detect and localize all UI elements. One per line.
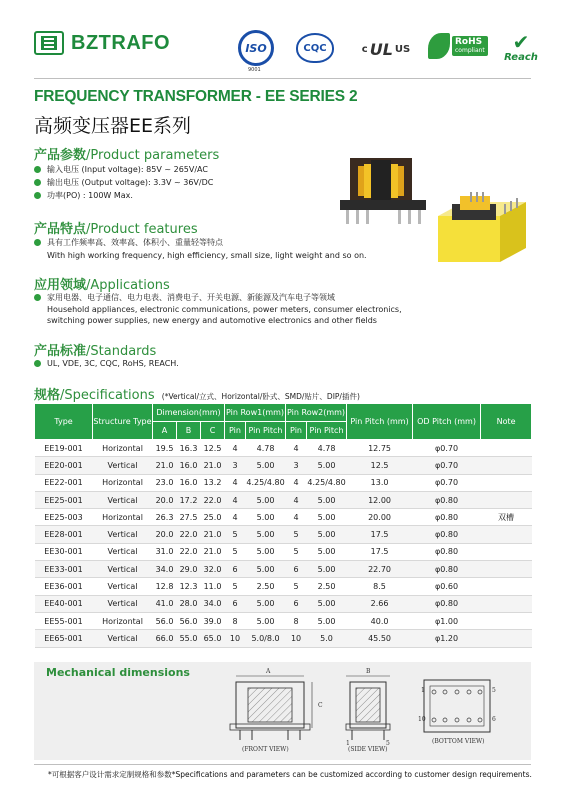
section-en: /Product parameters [86, 148, 220, 163]
specs-note: (*Vertical/立式、Horizontal/卧式、SMD/贴片、DIP/插件) [161, 392, 360, 401]
col-header-b: B [177, 422, 201, 440]
front-view-drawing [226, 670, 322, 750]
table-cell: Horizontal [93, 474, 153, 491]
table-cell [481, 474, 532, 491]
table-cell: 6 [286, 561, 307, 578]
applications-list [34, 292, 402, 327]
table-cell: 5 [286, 543, 307, 560]
table-cell: EE65-001 [35, 630, 93, 647]
table-cell: EE36-001 [35, 578, 93, 595]
table-cell: 56.0 [153, 612, 177, 629]
table-cell: 21.0 [153, 457, 177, 474]
table-cell [481, 491, 532, 508]
table-cell: 5.00 [307, 491, 347, 508]
list-item [34, 292, 402, 304]
list-item [34, 163, 213, 176]
table-cell: 22.70 [347, 561, 413, 578]
table-cell: 5.00 [246, 612, 286, 629]
table-row [35, 630, 532, 647]
col-header-row2-pin: Pin [286, 422, 307, 440]
features-cn: 具有工作频率高、效率高、体积小、重量轻等特点 [47, 238, 223, 247]
section-heading-features [34, 218, 198, 237]
table-cell: Horizontal [93, 612, 153, 629]
section-en: /Specifications [60, 388, 155, 403]
specifications-table [34, 403, 531, 648]
table-cell: 12.00 [347, 491, 413, 508]
brand-logo [34, 31, 170, 55]
table-cell: 34.0 [201, 595, 225, 612]
table-cell: 12.3 [177, 578, 201, 595]
checkmark-icon: ✔ [512, 29, 530, 54]
table-cell: 5 [286, 526, 307, 543]
table-cell: 31.0 [153, 543, 177, 560]
table-cell: 5.00 [246, 543, 286, 560]
table-cell: EE55-001 [35, 612, 93, 629]
param-output-voltage: 输出电压 (Output voltage): 3.3V ~ 36V/DC [47, 178, 214, 187]
table-row [35, 543, 532, 560]
table-cell: 4 [286, 440, 307, 457]
table-cell: φ0.80 [413, 526, 481, 543]
table-cell: 22.0 [177, 526, 201, 543]
dimension-b-label: B [366, 668, 371, 675]
table-cell: 5.00 [307, 543, 347, 560]
param-power: 功率(PO) : 100W Max. [47, 191, 133, 200]
coil-logo-icon [34, 31, 64, 55]
features-list [34, 236, 367, 262]
leaf-icon [428, 33, 450, 59]
bullet-icon [34, 294, 41, 301]
table-cell: EE19-001 [35, 440, 93, 457]
cqc-label: CQC [303, 42, 327, 54]
table-cell: 22.0 [177, 543, 201, 560]
table-cell: 5.00 [246, 457, 286, 474]
iso-certification-icon [238, 30, 274, 66]
section-cn: 规格 [34, 388, 61, 403]
table-cell: 21.0 [201, 526, 225, 543]
footer-divider [34, 764, 531, 765]
table-cell: 40.0 [347, 612, 413, 629]
table-cell: Horizontal [93, 509, 153, 526]
page-title-cn: 高频变压器EE系列 [34, 115, 192, 137]
table-cell: 20.00 [347, 509, 413, 526]
table-cell: 32.0 [201, 561, 225, 578]
table-cell: 21.0 [201, 543, 225, 560]
standards-text: UL, VDE, 3C, CQC, RoHS, REACH. [47, 359, 179, 368]
table-cell: 17.5 [347, 543, 413, 560]
ul-c-label: c [361, 43, 368, 55]
table-cell: 23.0 [153, 474, 177, 491]
table-cell: EE20-001 [35, 457, 93, 474]
table-cell: 4.78 [246, 440, 286, 457]
table-cell: 5.0/8.0 [246, 630, 286, 647]
dimension-a-label: A [266, 668, 271, 675]
table-cell: 10 [225, 630, 246, 647]
list-item [34, 357, 179, 370]
table-cell: φ0.80 [413, 561, 481, 578]
table-cell: EE30-001 [35, 543, 93, 560]
table-cell: 5 [225, 578, 246, 595]
table-cell: Vertical [93, 561, 153, 578]
transformer-photo-vertical [336, 152, 432, 228]
table-cell: 5.00 [307, 509, 347, 526]
table-cell: 28.0 [177, 595, 201, 612]
section-cn: 产品特点 [34, 222, 87, 237]
bottom-view-drawing [418, 674, 496, 738]
table-cell: φ0.70 [413, 457, 481, 474]
table-cell: 5.00 [246, 509, 286, 526]
table-cell: 4 [286, 491, 307, 508]
table-cell: 4 [286, 509, 307, 526]
table-cell: 39.0 [201, 612, 225, 629]
table-row [35, 509, 532, 526]
table-cell [481, 543, 532, 560]
table-cell: 5 [225, 526, 246, 543]
section-cn: 产品标准 [34, 344, 87, 359]
col-header-type: Type [35, 404, 93, 440]
table-cell: 29.0 [177, 561, 201, 578]
col-header-pin-row2: Pin Row2(mm) [286, 404, 347, 422]
section-cn: 应用领域 [34, 278, 87, 293]
col-header-c: C [201, 422, 225, 440]
reach-certification-icon [500, 30, 542, 64]
table-cell: φ0.80 [413, 595, 481, 612]
table-row [35, 578, 532, 595]
table-cell: 4 [225, 491, 246, 508]
table-cell: 16.0 [177, 457, 201, 474]
table-cell: 5.00 [307, 561, 347, 578]
header-divider [34, 78, 531, 79]
table-cell: 5 [225, 543, 246, 560]
table-cell: EE33-001 [35, 561, 93, 578]
col-header-structure: Structure Type [93, 404, 153, 440]
table-cell: 41.0 [153, 595, 177, 612]
table-cell: Vertical [93, 457, 153, 474]
ul-certification-icon [358, 38, 414, 60]
table-cell: 12.5 [347, 457, 413, 474]
table-cell: 17.2 [177, 491, 201, 508]
col-header-row2-pitch: Pin Pitch [307, 422, 347, 440]
table-cell: 4 [225, 509, 246, 526]
table-cell: 5.00 [246, 561, 286, 578]
table-cell: 2.66 [347, 595, 413, 612]
table-cell: 12.75 [347, 440, 413, 457]
bottom-pin10-label: 10 [418, 716, 426, 723]
table-cell: 8 [286, 612, 307, 629]
table-cell: 5.00 [246, 595, 286, 612]
table-cell [481, 612, 532, 629]
col-header-dimension: Dimension(mm) [153, 404, 225, 422]
front-view-caption: (FRONT VIEW) [242, 746, 289, 753]
customization-footnote: *可根据客户设计需求定制规格和参数*Specifications and parameters can be customized according to customer design requirements. [48, 770, 532, 779]
table-cell: 22.0 [201, 491, 225, 508]
table-cell: Vertical [93, 491, 153, 508]
dimension-c-label: C [318, 702, 323, 709]
table-cell: 13.2 [201, 474, 225, 491]
table-cell: 5.00 [307, 526, 347, 543]
side-view-caption: (SIDE VIEW) [348, 746, 388, 753]
transformer-photo-horizontal [430, 190, 534, 272]
table-row [35, 526, 532, 543]
table-cell [481, 578, 532, 595]
table-cell: EE28-001 [35, 526, 93, 543]
table-cell: φ0.70 [413, 474, 481, 491]
table-cell: 45.50 [347, 630, 413, 647]
bullet-icon [34, 239, 41, 246]
table-cell: EE22-001 [35, 474, 93, 491]
table-cell: Horizontal [93, 440, 153, 457]
table-cell: φ1.00 [413, 612, 481, 629]
table-cell: 5.00 [246, 491, 286, 508]
table-cell: Vertical [93, 543, 153, 560]
section-en: /Standards [86, 344, 157, 359]
reach-label: Reach [504, 51, 538, 63]
table-cell: 5.00 [246, 526, 286, 543]
list-item [34, 189, 213, 202]
bullet-icon [34, 166, 41, 173]
table-cell: φ0.80 [413, 509, 481, 526]
table-cell: 4 [225, 440, 246, 457]
table-row [35, 491, 532, 508]
table-cell: 12.8 [153, 578, 177, 595]
table-cell: 6 [225, 561, 246, 578]
table-cell: 25.0 [201, 509, 225, 526]
table-cell: 19.5 [153, 440, 177, 457]
table-cell: 3 [286, 457, 307, 474]
table-cell: 12.5 [201, 440, 225, 457]
table-cell: 65.0 [201, 630, 225, 647]
bottom-pin5-label: 5 [492, 687, 496, 694]
applications-cn: 家用电器、电子通信、电力电表、消费电子、开关电源、新能源及汽车电子等领域 [47, 293, 335, 302]
features-en: With high working frequency, high efficiency, small size, light weight and so on. [47, 251, 367, 260]
table-row [35, 561, 532, 578]
section-cn: 产品参数 [34, 148, 87, 163]
table-cell: 56.0 [177, 612, 201, 629]
section-heading-specifications [34, 384, 360, 403]
params-list [34, 163, 213, 202]
table-row [35, 474, 532, 491]
iso-label: ISO [245, 41, 267, 55]
table-cell: 4 [225, 474, 246, 491]
table-cell: 5.00 [307, 595, 347, 612]
table-cell: Vertical [93, 595, 153, 612]
table-cell [481, 440, 532, 457]
side-view-drawing [340, 670, 396, 750]
table-row [35, 612, 532, 629]
table-cell [481, 561, 532, 578]
table-cell: φ0.70 [413, 440, 481, 457]
table-cell: 16.0 [177, 474, 201, 491]
cqc-certification-icon [296, 33, 334, 63]
table-cell: 5.0 [307, 630, 347, 647]
table-cell [481, 457, 532, 474]
table-cell: 55.0 [177, 630, 201, 647]
table-cell: 20.0 [153, 491, 177, 508]
table-cell: 6 [225, 595, 246, 612]
rohs-certification-icon [428, 33, 488, 59]
table-cell: Vertical [93, 526, 153, 543]
bullet-icon [34, 192, 41, 199]
section-en: /Product features [86, 222, 198, 237]
ul-mark-label: UL [369, 39, 393, 59]
table-cell: EE25-003 [35, 509, 93, 526]
table-cell: 10 [286, 630, 307, 647]
col-header-pin-row1: Pin Row1(mm) [225, 404, 286, 422]
table-cell: 21.0 [201, 457, 225, 474]
mechanical-dimensions-panel [34, 662, 531, 760]
table-cell: 4 [286, 474, 307, 491]
table-cell: EE25-001 [35, 491, 93, 508]
table-row [35, 595, 532, 612]
col-header-od-pitch: OD Pitch (mm) [413, 404, 481, 440]
table-cell: 34.0 [153, 561, 177, 578]
section-heading-params [34, 144, 219, 163]
applications-en-1: Household appliances, electronic communications, power meters, consumer electronics, [47, 304, 402, 314]
iso-sub-label: 9001 [248, 67, 261, 73]
table-cell: 5.00 [307, 612, 347, 629]
table-cell: 8.5 [347, 578, 413, 595]
ul-us-label: US [394, 43, 411, 55]
table-cell: 66.0 [153, 630, 177, 647]
bullet-icon [34, 360, 41, 367]
table-cell: EE40-001 [35, 595, 93, 612]
table-cell: 3 [225, 457, 246, 474]
table-cell: φ0.80 [413, 491, 481, 508]
rohs-sub-label: compliant [455, 46, 485, 54]
table-row [35, 457, 532, 474]
applications-en-2: switching power supplies, new energy and automotive electronics and other fields [47, 316, 377, 325]
section-heading-applications [34, 274, 170, 293]
table-cell [481, 630, 532, 647]
table-cell: 4.25/4.80 [246, 474, 286, 491]
col-header-note: Note [481, 404, 532, 440]
table-cell: φ0.80 [413, 543, 481, 560]
table-cell: Vertical [93, 578, 153, 595]
bottom-view-caption: (BOTTOM VIEW) [432, 738, 485, 745]
table-cell: 8 [225, 612, 246, 629]
param-input-voltage: 输入电压 (Input voltage): 85V ~ 265V/AC [47, 165, 208, 174]
table-cell: 16.3 [177, 440, 201, 457]
table-cell: 双槽 [481, 509, 532, 526]
bullet-icon [34, 179, 41, 186]
table-cell: 11.0 [201, 578, 225, 595]
col-header-a: A [153, 422, 177, 440]
table-cell: 5 [286, 578, 307, 595]
page-title-en: FREQUENCY TRANSFORMER - EE SERIES 2 [34, 88, 358, 105]
table-cell: 5.00 [307, 457, 347, 474]
table-cell: 17.5 [347, 526, 413, 543]
table-cell: 2.50 [307, 578, 347, 595]
table-cell: 20.0 [153, 526, 177, 543]
standards-list [34, 357, 179, 370]
bottom-pin1-label: 1 [421, 687, 425, 694]
table-cell: Vertical [93, 630, 153, 647]
table-cell: φ1.20 [413, 630, 481, 647]
bottom-pin6-label: 6 [492, 716, 496, 723]
table-cell: 4.25/4.80 [307, 474, 347, 491]
table-cell: 4.78 [307, 440, 347, 457]
list-item [34, 236, 367, 249]
mechanical-title: Mechanical dimensions [46, 666, 190, 679]
table-body [35, 440, 532, 648]
table-cell: 2.50 [246, 578, 286, 595]
table-cell [481, 526, 532, 543]
side-pin1-label: 1 [346, 740, 350, 747]
table-cell: 6 [286, 595, 307, 612]
table-cell: 26.3 [153, 509, 177, 526]
col-header-row1-pin: Pin [225, 422, 246, 440]
col-header-pin-pitch: Pin Pitch (mm) [347, 404, 413, 440]
table-cell [481, 595, 532, 612]
side-pin5-label: 5 [386, 740, 390, 747]
table-cell: 27.5 [177, 509, 201, 526]
section-en: /Applications [86, 278, 170, 293]
col-header-row1-pitch: Pin Pitch [246, 422, 286, 440]
brand-name: BZTRAFO [71, 31, 171, 54]
rohs-label: RoHS [455, 37, 483, 48]
table-cell: 13.0 [347, 474, 413, 491]
list-item [34, 176, 213, 189]
table-row [35, 440, 532, 457]
table-cell: φ0.60 [413, 578, 481, 595]
